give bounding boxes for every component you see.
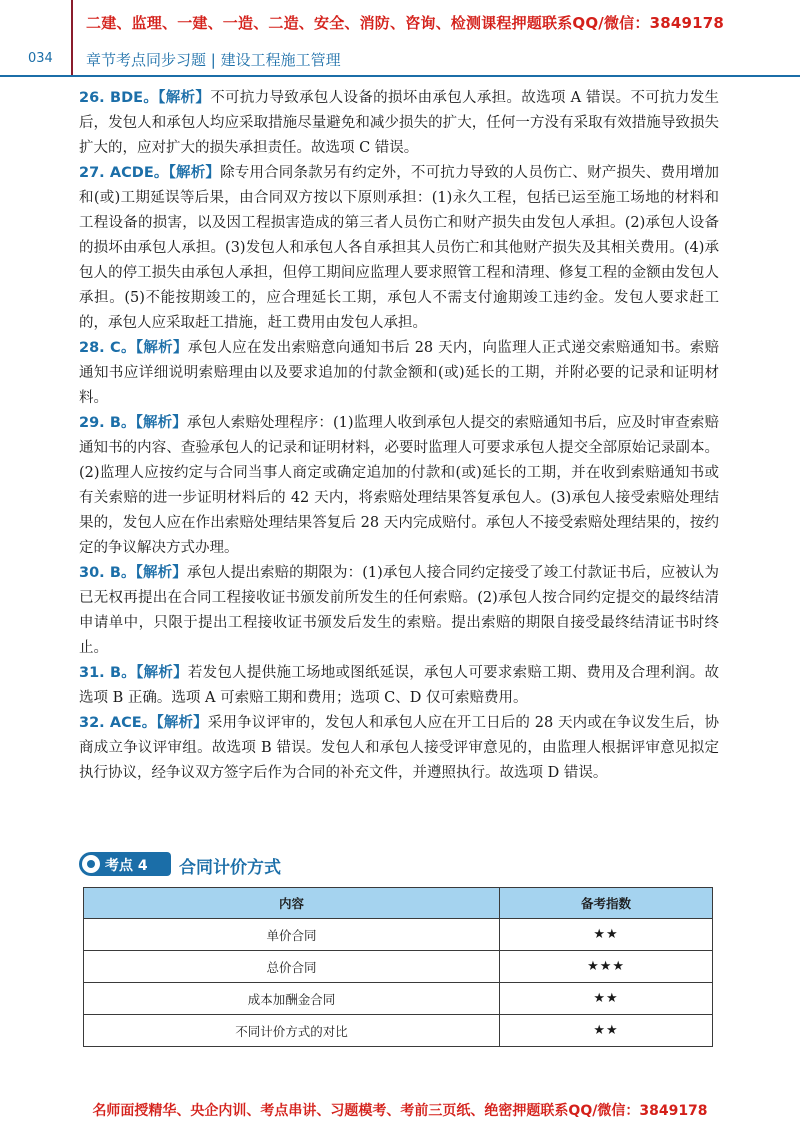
answer-number: 32. ACE。 (79, 715, 157, 731)
table-row (84, 983, 713, 1015)
header-divider (71, 0, 73, 76)
table-row (84, 919, 713, 951)
answer-text: 除专用合同条款另有约定外，不可抗力导致的人员伤亡、财产损失、费用增加和(或)工期延误等后果，由合同双方按以下原则承担：(1)永久工程，包括已运至施工场地的材料和工程设备的损害，以及因工程损害造成的第三者人员伤亡和财产损失由发包人承担。(2)承包人设备的损坏由承包人承担。(3)发包人和承包人各自承担其人员伤亡和其他财产损失及其相关费用。(4)承包人的停工损失由承包人承担，但停工期间应监理人要求照管工程和清理、修复工程的金额由发包人承担。(5)不能按期竣工的，应合理延长工期，承包人不需支付逾期竣工违约金。发包人要求赶工的，承包人应采取赶工措施，赶工费用由发包人承担。 (79, 165, 720, 331)
analysis-tag: 【解析】 (168, 165, 221, 181)
answer-number: 31. B。 (79, 665, 137, 681)
answer-number: 30. B。 (79, 565, 136, 581)
column-header-rating: 备考指数 (500, 888, 713, 919)
page-number: 034 (28, 51, 53, 66)
answer-number: 27. ACDE。 (79, 165, 169, 181)
answer-number: 29. B。 (79, 415, 136, 431)
table-cell-item: 不同计价方式的对比 (84, 1015, 500, 1047)
answer-30 (79, 561, 719, 661)
answer-text: 承包人索赔处理程序：(1)监理人收到承包人提交的索赔通知书后，应及时审查索赔通知书的内容、查验承包人的记录和证明材料，必要时监理人可要求承包人提交全部原始记录副本。(2)监理人应按约定与合同当事人商定或确定追加的付款和(或)延长的工期，并在收到索赔通知书或有关索赔的进一步证明材料后的 42 天内，将索赔处理结果答复承包人。(3)承包人接受索赔处理结果的，发包人应在作出索赔处理结果答复后 28 天内完成赔付。承包人不接受索赔处理结果的，按约定的争议解决方式办理。 (79, 415, 719, 556)
table-cell-rating: ★★ (500, 983, 713, 1015)
analysis-tag: 【解析】 (135, 565, 187, 581)
answer-28 (79, 336, 719, 411)
answer-text: 不可抗力导致承包人设备的损坏由承包人承担。故选项 A 错误。不可抗力发生后，发包人和承包人均应采取措施尽量避免和减少损失的扩大，任何一方没有采取有效措施导致损失扩大的，应对扩大的损失承担责任。故选项 C 错误。 (79, 90, 720, 156)
section-heading (79, 852, 719, 876)
table-cell-rating: ★★ (500, 1015, 713, 1047)
answer-31 (79, 661, 719, 711)
answer-text: 承包人提出索赔的期限为：(1)承包人接合同约定接受了竣工付款证书后，应被认为已无权再提出在合同工程接收证书颁发前所发生的任何索赔。(2)承包人按合同约定提交的最终结清申请单中，只限于提出工程接收证书颁发后发生的索赔。提出索赔的期限自接受最终结清证书时终止。 (79, 565, 719, 656)
answer-32 (79, 711, 719, 786)
section-badge (79, 852, 171, 876)
analysis-tag: 【解析】 (135, 415, 187, 431)
answer-text: 采用争议评审的，发包人和承包人应在开工日后的 28 天内或在争议发生后，协商成立争议评审组。故选项 B 错误。发包人和承包人接受评审意见的，由监理人根据评审意见拟定执行协议，经争议双方签字后作为合同的补充文件，并遵照执行。故选项 D 错误。 (79, 715, 719, 781)
header-rule (0, 75, 800, 77)
table-cell-item: 单价合同 (84, 919, 500, 951)
answer-26 (79, 86, 719, 161)
analysis-tag: 【解析】 (135, 340, 188, 356)
answer-text: 若发包人提供施工场地或图纸延误，承包人可要求索赔工期、费用及合理利润。故选项 B 正确。选项 A 可索赔工期和费用；选项 C、D 仅可索赔费用。 (79, 665, 719, 706)
book-title: 章节考点同步习题 | 建设工程施工管理 (86, 51, 341, 69)
answer-list (79, 86, 719, 786)
top-promo-banner: 二建、监理、一建、一造、二造、安全、消防、咨询、检测课程押题联系QQ/微信：3849178 (86, 14, 725, 32)
answer-29 (79, 411, 719, 561)
answer-number: 26. BDE。 (79, 90, 159, 106)
study-index-table (83, 887, 713, 1047)
analysis-tag: 【解析】 (136, 665, 188, 681)
answer-text: 承包人应在发出索赔意向通知书后 28 天内，向监理人正式递交索赔通知书。索赔通知书应详细说明索赔理由以及要求追加的付款金额和(或)延长的工期，并附必要的记录和证明材料。 (79, 340, 720, 406)
column-header-content: 内容 (84, 888, 500, 919)
section-badge-label: 考点 4 (105, 858, 148, 874)
table-cell-item: 总价合同 (84, 951, 500, 983)
page-header (0, 0, 800, 80)
table-cell-item: 成本加酬金合同 (84, 983, 500, 1015)
table-cell-rating: ★★★ (500, 951, 713, 983)
section-title: 合同计价方式 (179, 858, 281, 878)
table-row (84, 1015, 713, 1047)
bottom-promo-banner: 名师面授精华、央企内训、考点串讲、习题模考、考前三页纸、绝密押题联系QQ/微信：3849178 (92, 1103, 708, 1119)
bullet-icon (82, 855, 100, 873)
table-cell-rating: ★★ (500, 919, 713, 951)
table-row (84, 951, 713, 983)
answer-number: 28. C。 (79, 340, 136, 356)
table-header-row (84, 888, 713, 919)
answer-27 (79, 161, 719, 336)
analysis-tag: 【解析】 (158, 90, 211, 106)
analysis-tag: 【解析】 (156, 715, 208, 731)
